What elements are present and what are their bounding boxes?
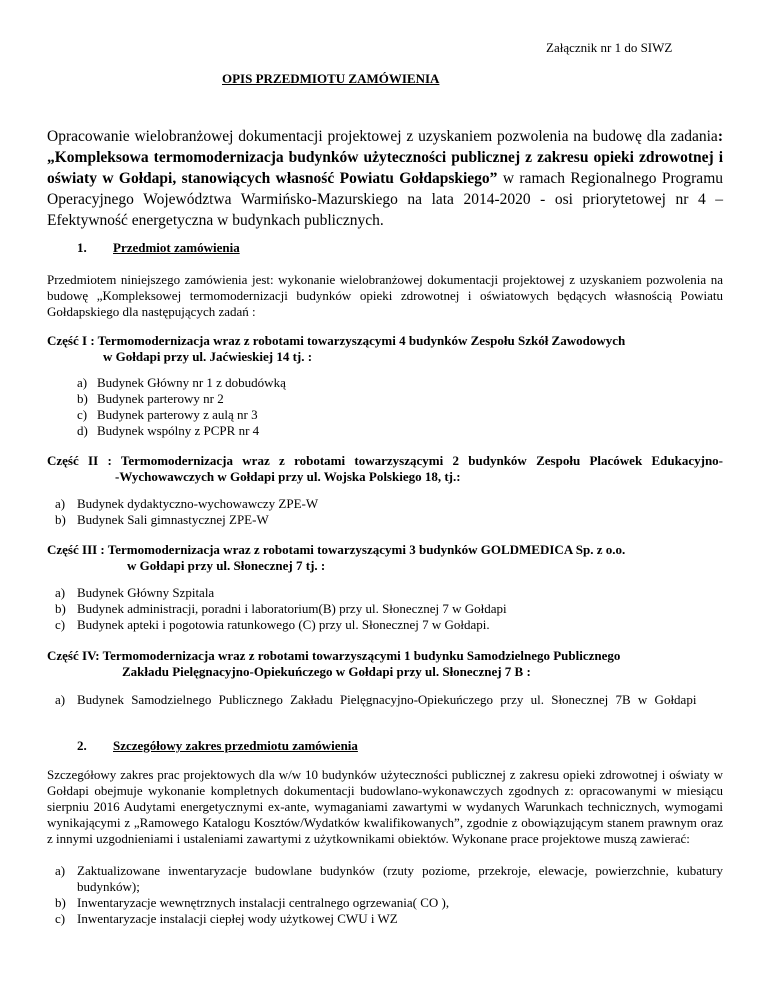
list-text: Budynek Samodzielnego Publicznego Zakładu Pielęgnacyjno-Opiekuńczego przy ul. Słonecznej 7B w Gołdapi: [77, 692, 697, 707]
list-marker: b): [55, 601, 66, 616]
list-marker: a): [55, 496, 66, 511]
list-text: Inwentaryzacje wewnętrznych instalacji centralnego ogrzewania( CO ),: [77, 895, 450, 910]
list-text: Budynek parterowy nr 2: [97, 391, 224, 406]
part2-title-line2: -Wychowawczych w Gołdapi przy ul. Wojska Polskiego 18, tj.:: [115, 469, 461, 484]
part3-title-line1: Część III : Termomodernizacja wraz z robotami towarzyszącymi 3 budynków GOLDMEDICA Sp. z o.o.: [47, 542, 626, 557]
list-text: Zaktualizowane inwentaryzacje budowlane budynków (rzuty poziome, przekroje, elewacje, powierzchnie, kubatury budynków);: [77, 863, 723, 894]
list-marker: b): [77, 391, 88, 406]
part3-title-line2: w Gołdapi przy ul. Słonecznej 7 tj. :: [127, 558, 326, 573]
intro-colon: :: [717, 128, 723, 145]
list-text: Budynek administracji, poradni i laboratorium(B) przy ul. Słonecznej 7 w Gołdapi: [77, 601, 507, 616]
list-text: Budynek Sali gimnastycznej ZPE-W: [77, 512, 269, 527]
list-marker: c): [55, 911, 66, 926]
section1-paragraph: Przedmiotem niniejszego zamówienia jest: wykonanie wielobranżowej dokumentacji projektowej z uzyskaniem pozwolenia na budowę „Kompleksowej termomodernizacji budynków opieki zdrowotnej i oświatowych będących własnością Powiatu Gołdapskiego dla następujących zadań :: [47, 272, 723, 319]
part2-title-line1: Część II : Termomodernizacja wraz z robotami towarzyszącymi 2 budynków Zespołu Placówek Edukacyjno-: [47, 453, 723, 468]
list-marker: a): [55, 863, 66, 878]
list-marker: b): [55, 895, 66, 910]
part4-title: [47, 648, 723, 680]
part4-title-line1: Część IV: Termomodernizacja wraz z robotami towarzyszącymi 1 budynku Samodzielnego Publicznego: [47, 648, 621, 663]
list-text: Budynek dydaktyczno-wychowawczy ZPE-W: [77, 496, 319, 511]
list-marker: c): [55, 617, 66, 632]
part2-title: [47, 453, 723, 485]
list-text: Budynek apteki i pogotowia ratunkowego (C) przy ul. Słonecznej 7 w Gołdapi.: [77, 617, 490, 632]
section2-number: 2.: [77, 738, 87, 753]
part1-title-line1: Część I : Termomodernizacja wraz z robotami towarzyszącymi 4 budynków Zespołu Szkół Zawodowych: [47, 333, 626, 348]
intro-task-name: „Kompleksowa termomodernizacja budynków użyteczności publicznej z zakresu opieki zdrowotnej i oświaty w Gołdapi, stanowiących własność Powiatu Gołdapskiego”: [47, 149, 723, 187]
list-text: Budynek Główny nr 1 z dobudówką: [97, 375, 286, 390]
part1-title-line2: w Gołdapi przy ul. Jaćwieskiej 14 tj. :: [103, 349, 313, 364]
part3-title: [47, 542, 723, 574]
list-marker: a): [77, 375, 88, 390]
section2-heading: Szczegółowy zakres przedmiotu zamówienia: [113, 738, 358, 753]
part4-title-line2: Zakładu Pielęgnacyjno-Opiekuńczego w Gołdapi przy ul. Słonecznej 7 B :: [122, 664, 531, 679]
section2-paragraph: Szczegółowy zakres prac projektowych dla w/w 10 budynków użyteczności publicznej z zakresu opieki zdrowotnej i oświaty w Gołdapi obejmuje wykonanie kompletnych dokumentacji budowlano-wykonawczych zgodnych z: opracowanymi w miesiącu sierpniu 2016 Audytami energetycznymi ex-ante, wymaganiami zawartymi w wydanych Warunkach technicznych, wymogami wynikającymi z „Ramowego Katalogu Kosztów/Wydatków kwalifikowanych”, zgodnie z obowiązującym stanem prawnym oraz z innymi uzgodnieniami i ustaleniami zawartymi z użytkownikami obiektów. Wykonane prace projektowe muszą zawierać:: [47, 767, 723, 846]
list-text: Budynek wspólny z PCPR nr 4: [97, 423, 260, 438]
intro-text-2: w ramach Regionalnego Programu Operacyjnego Województwa Warmińsko-Mazurskiego na lata 2014-2020 - osi priorytetowej nr 4 – Efektywność energetyczna w budynkach publicznych.: [47, 170, 723, 229]
intro-text-1: Opracowanie wielobranżowej dokumentacji projektowej z uzyskaniem pozwolenia na budowę dla zadania: [47, 128, 718, 145]
list-marker: b): [55, 512, 66, 527]
list-marker: a): [55, 692, 66, 707]
list-text: Budynek Główny Szpitala: [77, 585, 215, 600]
list-marker: a): [55, 585, 66, 600]
section1-heading: Przedmiot zamówienia: [113, 240, 240, 255]
attachment-label: Załącznik nr 1 do SIWZ: [546, 40, 673, 55]
part1-title: [47, 333, 723, 365]
list-marker: d): [77, 423, 88, 438]
list-marker: c): [77, 407, 88, 422]
section1-number: 1.: [77, 240, 87, 255]
list-text: Inwentaryzacje instalacji ciepłej wody użytkowej CWU i WZ: [77, 911, 398, 926]
intro-paragraph: [47, 126, 723, 231]
page-title: OPIS PRZEDMIOTU ZAMÓWIENIA: [222, 71, 440, 86]
list-text: Budynek parterowy z aulą nr 3: [97, 407, 258, 422]
